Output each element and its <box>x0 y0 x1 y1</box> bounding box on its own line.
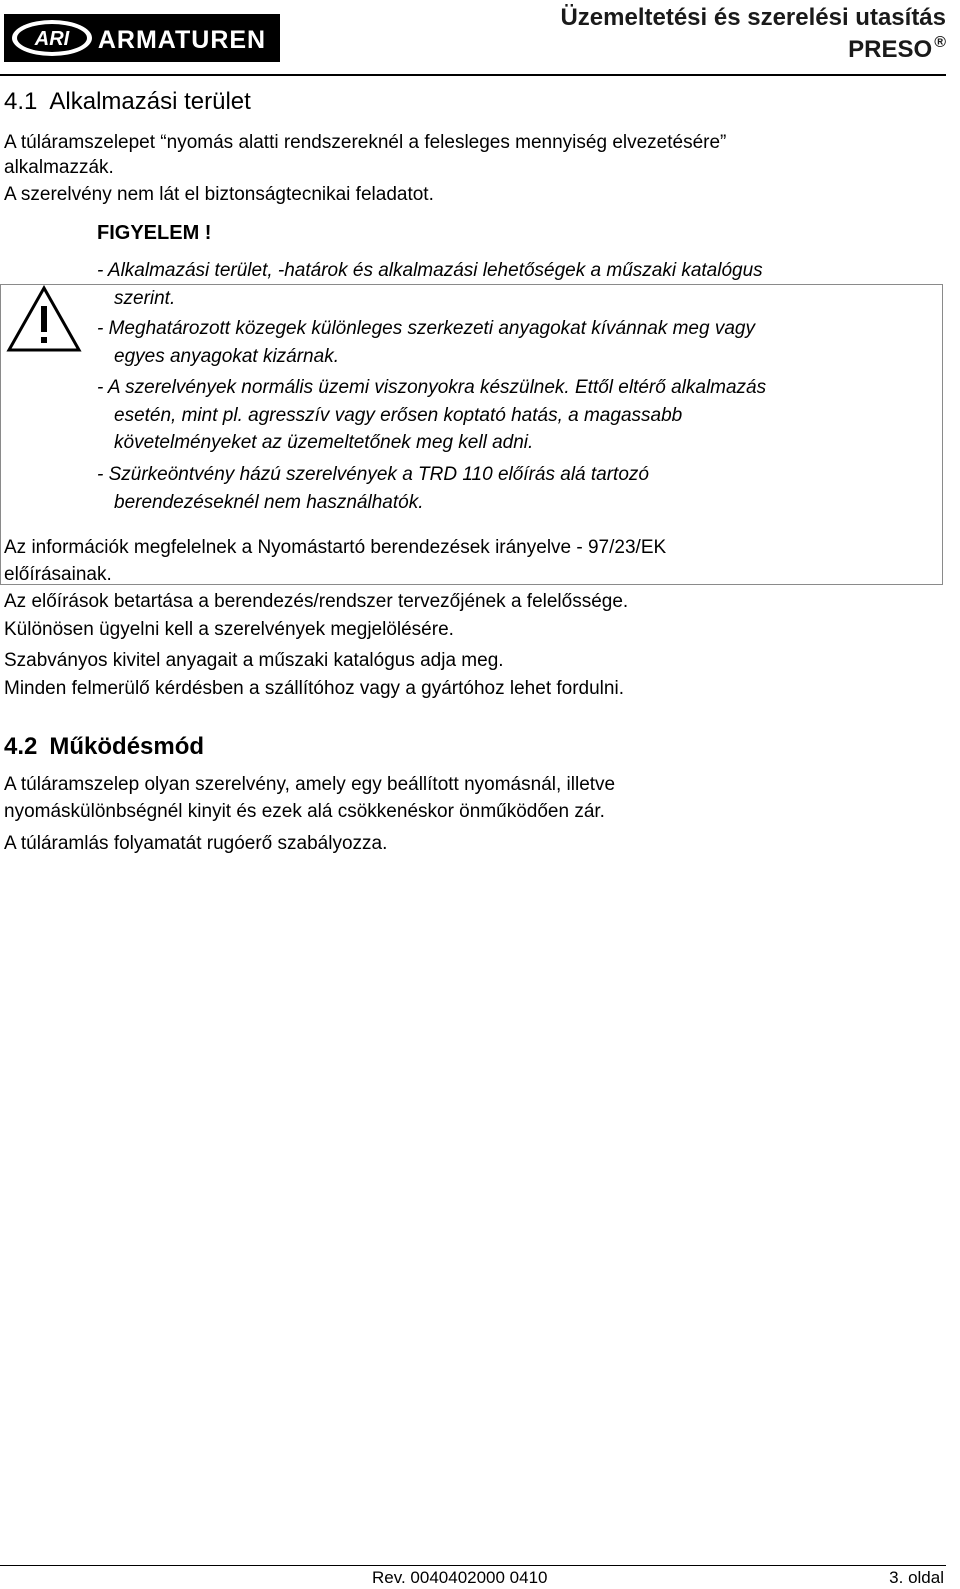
paragraph-line: A túláramlás folyamatát rugóerő szabályozza. <box>4 833 388 854</box>
svg-text:ARI: ARI <box>34 28 70 50</box>
svg-text:ARMATUREN: ARMATUREN <box>97 26 267 54</box>
warning-title: FIGYELEM ! <box>97 222 212 244</box>
paragraph-line: Az előírások betartása a berendezés/rendszer tervezőjének a felelőssége. <box>4 591 629 612</box>
paragraph-line: alkalmazzák. <box>4 157 114 178</box>
paragraph-line: A túláramszelep olyan szerelvény, amely egy beállított nyomásnál, illetve <box>4 774 616 795</box>
warning-line: egyes anyagokat kizárnak. <box>114 346 339 367</box>
warning-line: esetén, mint pl. agresszív vagy erősen koptató hatás, a magassabb <box>114 405 683 426</box>
section-heading-4-1 <box>4 88 251 116</box>
section-heading-4-2 <box>4 733 204 761</box>
warning-line: berendezéseknél nem használhatók. <box>114 492 424 513</box>
page-number: 3. oldal <box>889 1568 944 1587</box>
warning-line: - A szerelvények normális üzemi viszonyokra készülnek. Ettől eltérő alkalmazás <box>97 377 767 398</box>
warning-line: - Szürkeöntvény házú szerelvények a TRD 110 előírás alá tartozó <box>97 464 649 485</box>
paragraph-line: Szabványos kivitel anyagait a műszaki katalógus adja meg. <box>4 650 504 671</box>
paragraph-line: nyomáskülönbségnél kinyit és ezek alá csökkenéskor önműködően zár. <box>4 801 605 822</box>
paragraph-line: A szerelvény nem lát el biztonságtecnikai feladatot. <box>4 184 434 205</box>
warning-line: - Meghatározott közegek különleges szerkezeti anyagokat kívánnak meg vagy <box>97 318 755 339</box>
warning-triangle-icon <box>6 284 82 359</box>
directive-note-line: Az információk megfelelnek a Nyomástartó berendezések irányelve - 97/23/EK <box>4 537 667 558</box>
ari-armaturen-logo <box>4 14 280 62</box>
warning-line: követelményeket az üzemeltetőnek meg kell adni. <box>114 432 534 453</box>
section-title: Alkalmazási terület <box>49 88 251 115</box>
warning-line: - Alkalmazási terület, -határok és alkalmazási lehetőségek a műszaki katalógus <box>97 260 763 281</box>
document-title: Üzemeltetési és szerelési utasítás <box>560 4 946 31</box>
product-name-text: PRESO <box>848 36 933 63</box>
warning-line: szerint. <box>114 288 176 309</box>
header-divider <box>0 74 946 76</box>
paragraph-line: Különösen ügyelni kell a szerelvények megjelölésére. <box>4 619 454 640</box>
paragraph-line: A túláramszelepet “nyomás alatti rendszereknél a felesleges mennyiség elvezetésére” <box>4 132 727 153</box>
section-title: Működésmód <box>49 733 205 760</box>
directive-note-line: előírásainak. <box>4 564 112 585</box>
registered-mark: ® <box>934 34 946 51</box>
footer-divider <box>0 1565 946 1566</box>
revision-number: Rev. 0040402000 0410 <box>372 1568 548 1587</box>
paragraph-line: Minden felmerülő kérdésben a szállítóhoz vagy a gyártóhoz lehet fordulni. <box>4 678 624 699</box>
product-name <box>848 34 946 64</box>
section-number: 4.2 <box>4 733 38 760</box>
section-number: 4.1 <box>4 88 38 115</box>
